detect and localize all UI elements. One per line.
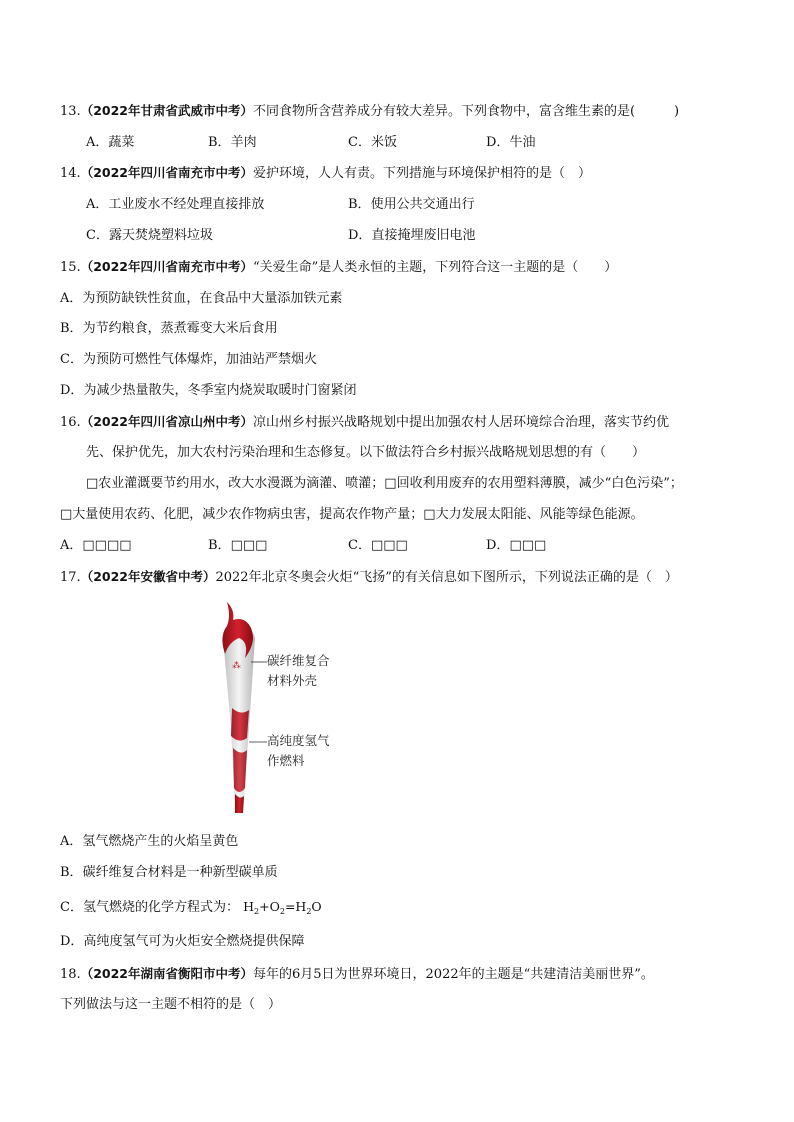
q13-stem bbox=[60, 102, 679, 121]
callout-shell-line2: 材料外壳 bbox=[267, 673, 318, 688]
q17-option-d: D．高纯度氢气可为火炬安全燃烧提供保障 bbox=[60, 934, 305, 949]
q18-stem bbox=[60, 965, 654, 984]
q15-stem bbox=[60, 258, 617, 277]
q15-number: 15. bbox=[60, 260, 81, 275]
q14-stem bbox=[60, 164, 591, 183]
q13-option-b: B．羊肉 bbox=[208, 135, 257, 150]
q15-text: “关爱生命”是人类永恒的主题，下列符合这一主题的是（ ） bbox=[252, 260, 618, 275]
q16-text-line2: 先、保护优先，加大农村污染治理和生态修复。以下做法符合乡村振兴战略规划思想的有（ ） bbox=[86, 445, 646, 460]
q15-option-b: B．为节约粮食，蒸煮霉变大米后食用 bbox=[60, 321, 278, 336]
q14-option-a: A．工业废水不经处理直接排放 bbox=[86, 197, 265, 212]
q13-text: 不同食物所含营养成分有较大差异。下列食物中，富含维生素的是( ) bbox=[252, 104, 680, 119]
q16-option-c: C．□□□ bbox=[348, 538, 408, 553]
q16-stem bbox=[60, 413, 669, 432]
callout-fuel-line2: 作燃料 bbox=[267, 753, 305, 768]
torch-ribbon-low bbox=[233, 748, 247, 792]
q18-source: （2022年湖南省衡阳市中考） bbox=[80, 966, 253, 981]
q16-item-line1: □农业灌溉要节约用水，改大水漫溉为滴灌、喷灌；□回收利用废弃的农用塑料薄膜，减少“白色污染”； bbox=[86, 476, 683, 491]
q17-number: 17. bbox=[60, 570, 81, 585]
q14-number: 14. bbox=[60, 166, 81, 181]
q14-text: 爱护环境，人人有责。下列措施与环境保护相符的是（ ） bbox=[252, 166, 591, 181]
q16-option-b: B．□□□ bbox=[208, 538, 268, 553]
q13-option-d: D．牛油 bbox=[486, 135, 536, 150]
q13-option-a: A．蔬菜 bbox=[86, 135, 135, 150]
torch-figure bbox=[205, 598, 355, 823]
torch-ribbon-mid bbox=[231, 708, 249, 741]
torch-illustration bbox=[205, 598, 355, 823]
q15-option-d: D．为减少热量散失，冬季室内烧炭取暖时门窗紧闭 bbox=[60, 383, 357, 398]
q17-option-a: A．氢气燃烧产生的火焰呈黄色 bbox=[60, 834, 239, 849]
q17-option-b: B．碳纤维复合材料是一种新型碳单质 bbox=[60, 865, 278, 880]
q17-text: 2022年北京冬奥会火炬“飞扬”的有关信息如下图所示，下列说法正确的是（ ） bbox=[215, 570, 678, 585]
torch-emblem: ⁂ bbox=[232, 661, 241, 671]
q14-option-c: C．露天焚烧塑料垃圾 bbox=[86, 228, 213, 243]
q15-option-c: C．为预防可燃性气体爆炸，加油站严禁烟火 bbox=[60, 352, 317, 367]
q16-source: （2022年四川省凉山州中考） bbox=[80, 414, 253, 429]
q13-option-c: C．米饭 bbox=[348, 135, 397, 150]
q13-source: （2022年甘肃省武威市中考） bbox=[80, 103, 253, 118]
q16-option-d: D．□□□ bbox=[486, 538, 547, 553]
q15-source: （2022年四川省南充市中考） bbox=[80, 259, 253, 274]
q18-number: 18. bbox=[60, 967, 81, 982]
q14-source: （2022年四川省南充市中考） bbox=[80, 165, 253, 180]
q17-option-c: C．氢气燃烧的化学方程式为： $H_2+O_2=H_2O$ bbox=[60, 899, 322, 916]
callout-fuel-line1: 高纯度氢气 bbox=[267, 733, 330, 748]
q18-text-line1: 每年的6月5日为世界环境日，2022年的主题是“共建清洁美丽世界”。 bbox=[252, 967, 654, 982]
q16-number: 16. bbox=[60, 415, 81, 430]
q13-number: 13. bbox=[60, 104, 81, 119]
hydrogen-combustion-equation: $H_2+O_2=H_2O$ bbox=[243, 899, 322, 916]
q15-option-a: A．为预防缺铁性贫血，在食品中大量添加铁元素 bbox=[60, 291, 343, 306]
q17-stem bbox=[60, 568, 678, 587]
callout-shell-line1: 碳纤维复合 bbox=[267, 653, 330, 668]
q14-option-d: D．直接掩埋废旧电池 bbox=[348, 228, 476, 243]
q17-source: （2022年安徽省中考） bbox=[80, 569, 216, 584]
q16-option-a: A．□□□□ bbox=[60, 538, 132, 553]
q16-text-line1: 凉山州乡村振兴战略规划中提出加强农村人居环境综合治理，落实节约优 bbox=[252, 415, 669, 430]
q16-item-line2: □大量使用农药、化肥，减少农作物病虫害，提高农作物产量；□大力发展太阳能、风能等绿色能源。 bbox=[60, 507, 644, 522]
q18-text-line2: 下列做法与这一主题不相符的是（ ） bbox=[60, 997, 282, 1012]
q14-option-b: B．使用公共交通出行 bbox=[348, 197, 475, 212]
